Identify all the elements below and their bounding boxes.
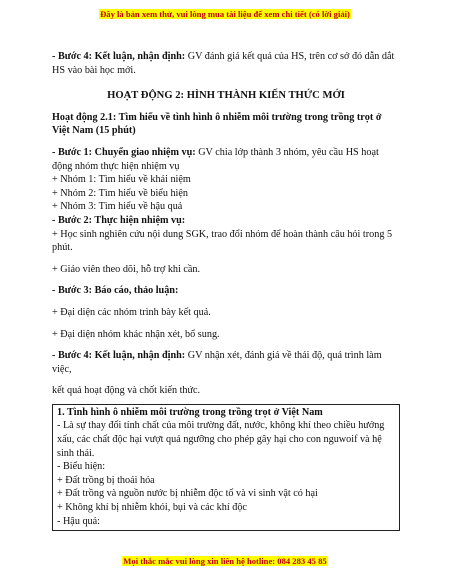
step2-line2: + Giáo viên theo dõi, hỗ trợ khi cần. — [52, 263, 201, 275]
step3-label — [52, 284, 400, 298]
box-line: - Là sự thay đổi tính chất của môi trường đất, nước, không khí theo chiều hướng xấu, các chất độc hại vượt quá ngưỡng cho phép gây hại cho con nguwoif và hệ sinh thái. — [57, 420, 385, 459]
step2-label-text: - Bước 2: Thực hiện nhiệm vụ: — [52, 214, 186, 226]
step2-line1: + Học sinh nghiên cứu nội dung SGK, trao đổi nhóm để hoàn thành câu hỏi trong 5 phút. — [52, 228, 393, 254]
document-content — [52, 50, 400, 531]
step3-label-text: - Bước 3: Báo cáo, thảo luận: — [52, 285, 179, 297]
intro-text: GV đánh giá kết quả của HS, trên cơ sở đó dẫn dắt HS vào bài học mới. — [52, 51, 395, 76]
group-item: + Nhóm 1: Tìm hiểu về khái niệm — [52, 174, 191, 186]
step1-paragraph — [52, 146, 400, 173]
group-item: + Nhóm 3: Tìm hiểu về hậu quả — [52, 201, 183, 213]
step1-text: GV chia lớp thành 3 nhóm, yêu cầu HS hoạt động nhóm thực hiện nhiệm vụ — [52, 146, 379, 172]
step4-line2: kết quả hoạt động và chốt kiến thức. — [52, 385, 201, 397]
step1-label: - Bước 1: Chuyển giao nhiệm vụ: — [52, 146, 196, 158]
knowledge-box — [52, 404, 400, 531]
step4-text: GV nhận xét, đánh giá về thái độ, quá trình làm việc, — [52, 350, 382, 375]
box-line: - Hậu quả: — [57, 515, 100, 527]
box-title: 1. Tình hình ô nhiễm môi trường trong trồng trọt ở Việt Nam — [57, 406, 323, 418]
box-line: + Không khí bị nhiễm khói, bụi và các khí độc — [57, 502, 247, 514]
step2-label — [52, 214, 400, 228]
group-item: + Nhóm 2: Tìm hiểu về biểu hiện — [52, 187, 188, 199]
hotline-banner-text: Mọi thắc mắc vui lòng xin liên hệ hotline: 084 283 45 85 — [123, 556, 327, 566]
intro-label: - Bước 4: Kết luận, nhận định: — [52, 51, 186, 62]
section-heading: HOẠT ĐỘNG 2: HÌNH THÀNH KIẾN THỨC MỚI — [107, 90, 345, 102]
activity-title: Hoạt động 2.1: Tìm hiểu về tình hình ô nhiễm môi trường trong trồng trọt ở Việt Nam (15 phút) — [52, 111, 382, 137]
preview-banner — [0, 9, 450, 19]
box-line: + Đất trồng bị thoái hóa — [57, 474, 155, 486]
step3-line1: + Đại diện các nhóm trình bày kết quả. — [52, 306, 211, 318]
step3-line2: + Đại diện nhóm khác nhận xét, bổ sung. — [52, 328, 220, 340]
hotline-banner — [0, 556, 450, 566]
intro-paragraph — [52, 50, 400, 77]
box-line: + Đất trồng và nguồn nước bị nhiễm độc tố và vi sinh vật có hại — [57, 488, 318, 500]
step4-label: - Bước 4: Kết luận, nhận định: — [52, 350, 186, 362]
box-line: - Biểu hiện: — [57, 461, 106, 473]
step4-paragraph — [52, 349, 400, 376]
preview-banner-text: Đây là bản xem thử, vui lòng mua tài liệu để xem chi tiết (có lời giải) — [100, 9, 350, 19]
